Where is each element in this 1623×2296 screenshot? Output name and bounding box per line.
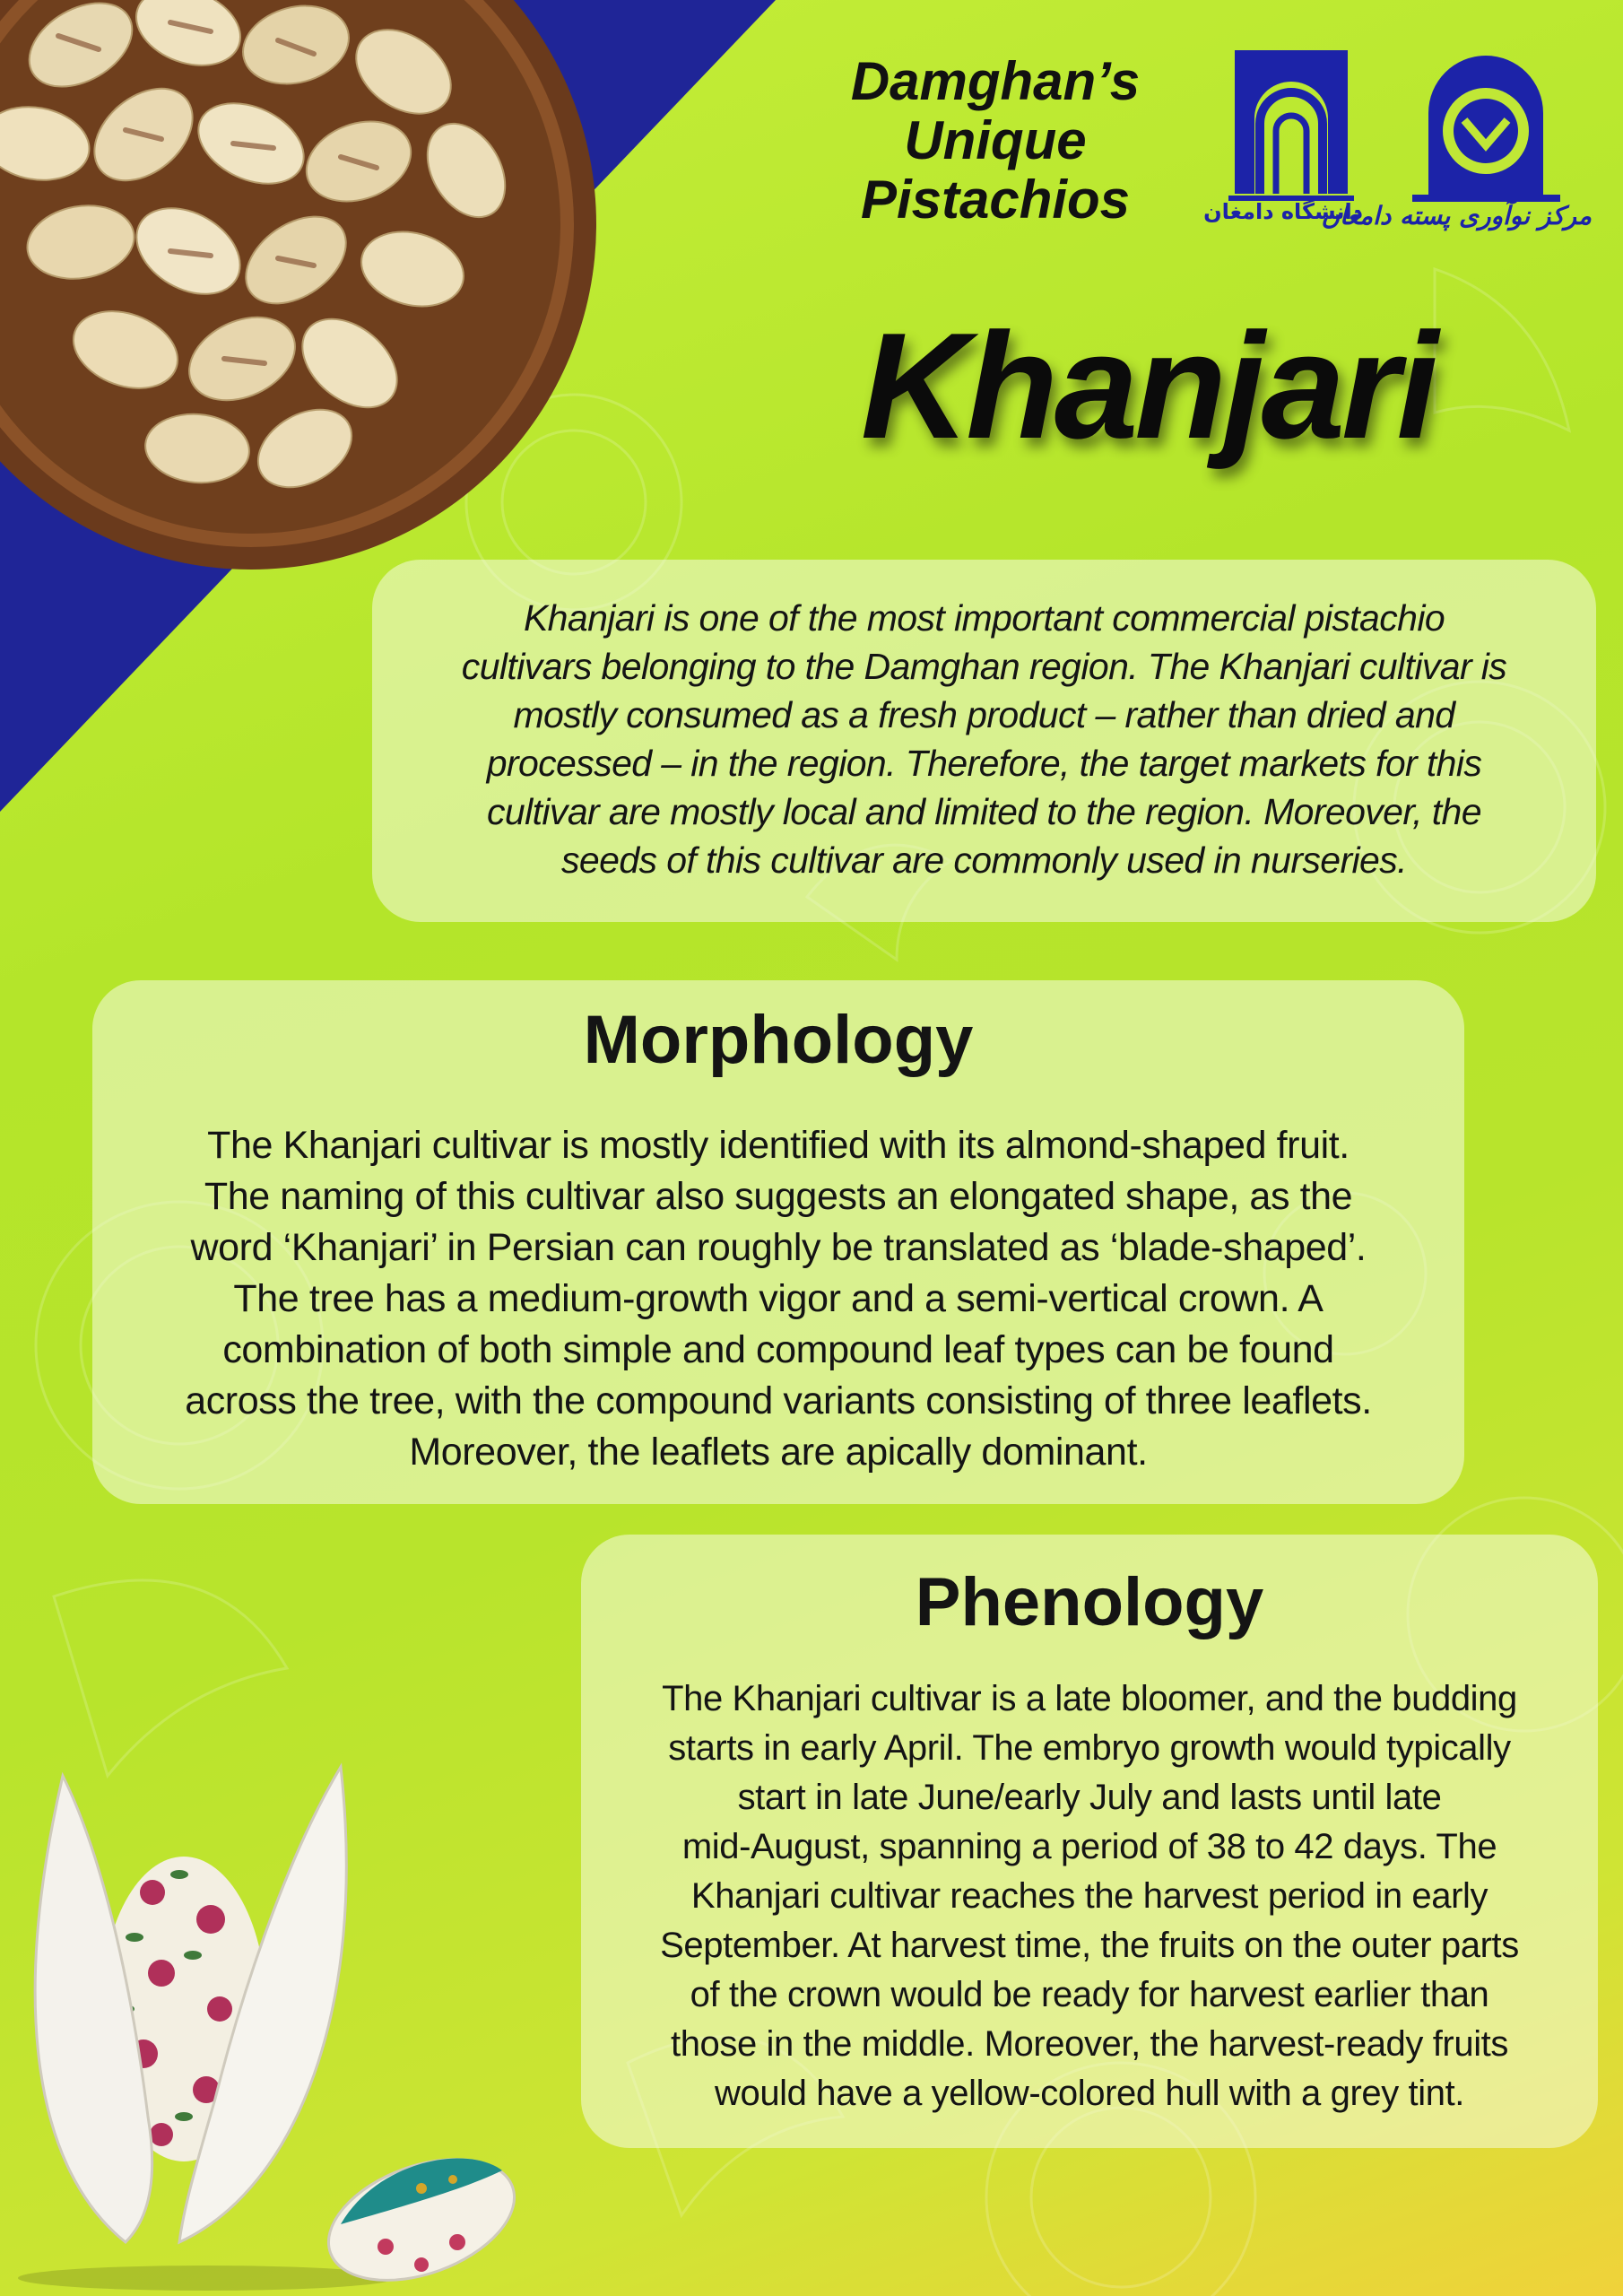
phenology-line: of the crown would be ready for harvest earlier than — [690, 1975, 1489, 2014]
phenology-line: Khanjari cultivar reaches the harvest period in early — [690, 1876, 1488, 1916]
morphology-line: Moreover, the leaflets are apically dominant. — [409, 1431, 1148, 1474]
intro-line: seeds of this cultivar are commonly used in nurseries. — [561, 839, 1407, 881]
intro-line: processed – in the region. Therefore, the target markets for this — [486, 743, 1482, 784]
phenology-line: start in late June/early July and lasts until late — [737, 1778, 1442, 1817]
intro-card — [372, 560, 1596, 922]
phenology-line: The Khanjari cultivar is a late bloomer, and the budding — [662, 1679, 1517, 1718]
phenology-line: those in the middle. Moreover, the harvest-ready fruits — [670, 2024, 1509, 2064]
phenology-line: starts in early April. The embryo growth would typically — [668, 1728, 1511, 1768]
morphology-text — [114, 1120, 1443, 1478]
brand-title-line: Pistachios — [860, 170, 1131, 230]
phenology-line: September. At harvest time, the fruits on the outer parts — [660, 1926, 1519, 1965]
innovation-center-logo-caption: مرکز نوآوری پسته دامغان — [1321, 201, 1592, 230]
morphology-line: across the tree, with the compound variants consisting of three leaflets. — [185, 1379, 1372, 1422]
morphology-line: The Khanjari cultivar is mostly identified with its almond-shaped fruit. — [207, 1124, 1350, 1167]
phenology-heading: Phenology — [915, 1564, 1264, 1640]
morphology-card — [92, 980, 1464, 1504]
brand-title — [834, 52, 1157, 230]
phenology-card — [581, 1535, 1598, 2148]
intro-line: mostly consumed as a fresh product – rather than dried and — [513, 694, 1455, 735]
phenology-text — [599, 1674, 1580, 2118]
morphology-heading: Morphology — [583, 1002, 974, 1078]
brand-title-line: Unique — [904, 110, 1087, 170]
brand-title-line: Damghan’s — [850, 51, 1141, 111]
intro-line: cultivars belonging to the Damghan region. The Khanjari cultivar is — [461, 646, 1507, 687]
morphology-line: word ‘Khanjari’ in Persian can roughly be translated as ‘blade-shaped’. — [190, 1226, 1367, 1269]
intro-text — [399, 594, 1569, 884]
cultivar-title: Khanjari — [860, 301, 1436, 470]
university-logo-caption: دانشگاه دامغان — [1203, 199, 1363, 224]
phenology-line: mid-August, spanning a period of 38 to 42 days. The — [681, 1827, 1497, 1866]
pistachio-bowl-image — [0, 0, 601, 574]
intro-line: cultivar are mostly local and limited to the region. Moreover, the — [487, 791, 1481, 832]
phenology-line: would have a yellow-colored hull with a grey tint. — [715, 2074, 1464, 2113]
morphology-line: combination of both simple and compound leaf types can be found — [222, 1328, 1334, 1371]
morphology-line: The tree has a medium-growth vigor and a semi-vertical crown. A — [233, 1277, 1324, 1320]
painted-pistachio-sculpture-image — [0, 1740, 574, 2296]
morphology-line: The naming of this cultivar also suggests an elongated shape, as the — [204, 1175, 1353, 1218]
intro-line: Khanjari is one of the most important commercial pistachio — [523, 597, 1445, 639]
